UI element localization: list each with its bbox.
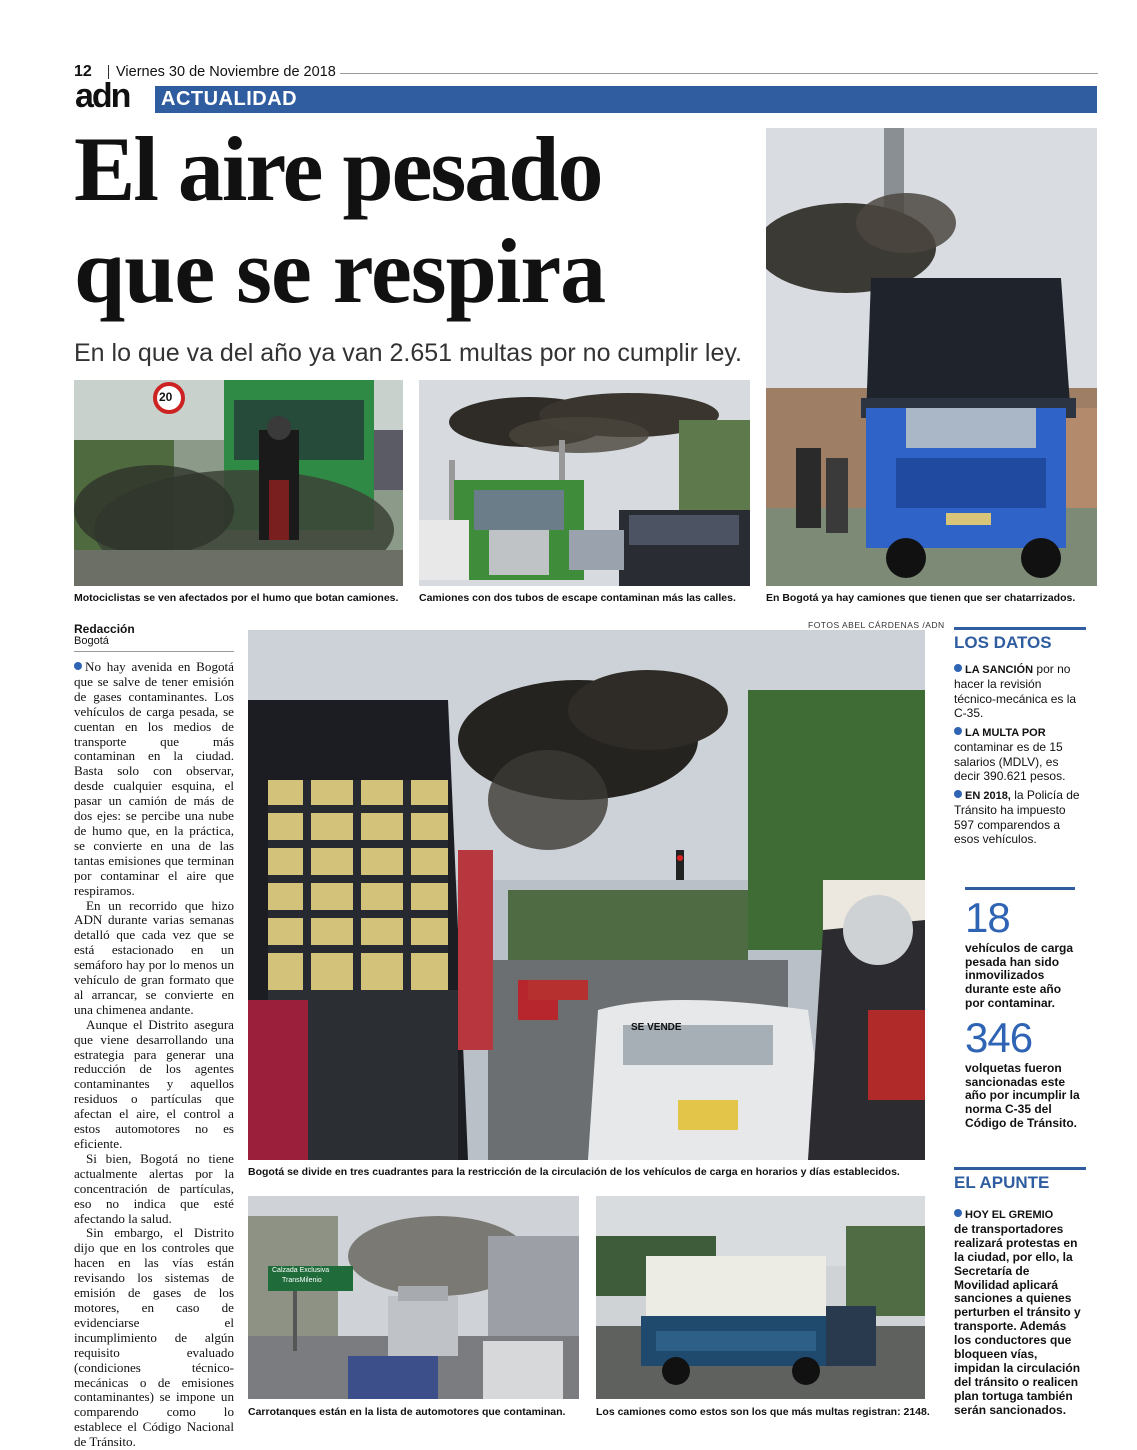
datos-item-1-text: por no hacer la revisión técnico-mecánica es la C-35. (954, 662, 1077, 720)
issue-date: Viernes 30 de Noviembre de 2018 (116, 64, 336, 80)
bullet-dot (954, 790, 962, 798)
photo-credit: FOTOS ABEL CÁRDENAS /ADN (808, 620, 945, 630)
article-paragraph-4: Si bien, Bogotá no tiene actualmente alertas por la concentración de partículas, eso no indica que esté afectando la salud. (74, 1150, 234, 1226)
datos-item-2-text: contaminar es de 15 salarios (MDLV), es decir 390.621 pesos. (954, 740, 1066, 783)
photo-main-traffic (248, 630, 925, 1160)
photo-tanker (248, 1196, 579, 1399)
datos-item-1-lead: LA SANCIÓN (965, 664, 1034, 676)
headline-line-2: que se respira (74, 220, 606, 322)
byline-rule (74, 651, 234, 652)
datos-title: LOS DATOS (954, 633, 1052, 652)
article-paragraph-3: Aunque el Distrito asegura que viene desarrollando una estrategia para generar una reducción de los agentes contaminantes y aquellos residuos o partículas que afectan el aire, el control a estos automotores no es eficiente. (74, 1016, 234, 1151)
article-paragraph-1-text: No hay avenida en Bogotá que se salve de tener emisión de gases contaminantes. Los vehículos de carga pesada, se cuentan en los medios de transporte que más contaminan en la ciudad. Basta solo con observar, desde cualquier esquina, el pasar un camión de más de dos ejes: se percibe una nube de humo que, en la práctica, se convierte en una de las tantas emisiones que terminan por contaminar el aire que respiramos. (74, 659, 234, 898)
caption-tanker: Carrotanques están en la lista de automotores que contaminan. (248, 1406, 566, 1418)
stats-rule (965, 887, 1075, 890)
article-body (74, 660, 234, 1450)
caption-main-traffic: Bogotá se divide en tres cuadrantes para la restricción de la circulación de los vehículos de carga en horarios y días establecidos. (248, 1166, 900, 1178)
photo-blue-truck (766, 128, 1097, 586)
apunte-rule (954, 1167, 1086, 1170)
apunte-lead: HOY EL GREMIO (965, 1209, 1054, 1221)
headline-line-1: El aire pesado (74, 118, 602, 220)
photo-cargo-truck (596, 1196, 925, 1399)
datos-item-2-lead: LA MULTA POR (965, 727, 1046, 739)
stat-18-number: 18 (965, 894, 1010, 941)
byline-author: Redacción (74, 622, 135, 636)
speed-sign-label: 20 (159, 390, 173, 404)
adn-logo: adn (75, 77, 130, 115)
page-number: 12 (74, 63, 92, 80)
apunte-title: EL APUNTE (954, 1173, 1050, 1192)
header-rule (340, 73, 1098, 74)
caption-motorcyclist: Motociclistas se ven afectados por el humo que botan camiones. (74, 592, 399, 604)
se-vende-sign: SE VENDE (631, 1022, 682, 1033)
article-paragraph-1 (74, 660, 234, 899)
section-band (155, 86, 1097, 113)
stat-346-text: volquetas fueron sancionadas este año por incumplir la norma C-35 del Código de Tránsito. (965, 1061, 1080, 1130)
photo-two-exhaust-truck (419, 380, 750, 586)
datos-item-3-lead: EN 2018, (965, 790, 1011, 802)
apunte-body (954, 1208, 1084, 1418)
bullet-dot (954, 1209, 962, 1217)
bullet-dot (74, 662, 82, 670)
caption-two-exhaust: Camiones con dos tubos de escape contaminan más las calles. (419, 592, 736, 604)
subtitle: En lo que va del año ya van 2.651 multas por no cumplir ley. (74, 339, 742, 367)
bullet-dot (954, 727, 962, 735)
byline-location: Bogotá (74, 635, 109, 647)
caption-cargo-truck: Los camiones como estos son los que más multas registran: 2148. (596, 1406, 930, 1418)
stat-18-text: vehículos de carga pesada han sido inmovilizados durante este año por contaminar. (965, 941, 1074, 1010)
section-label: ACTUALIDAD (161, 88, 298, 110)
article-paragraph-5: Sin embargo, el Distrito dijo que en los controles que hacen en las vías están revisando los sistemas de emisión de gases de los motores, en caso de evidenciarse el incumplimiento de algún requisito evaluado (condiciones técnico-mecánicas o de emisiones contaminantes) se impone un comparendo como lo establece el Código Nacional de Tránsito. (74, 1225, 234, 1450)
article-paragraph-2: En un recorrido que hizo ADN durante varias semanas detalló que cada vez que se está estacionado en un semáforo hay por lo menos un vehículo de gran formato que al arrancar, se convierte en una chimenea andante. (74, 897, 234, 1017)
caption-blue-truck: En Bogotá ya hay camiones que tienen que ser chatarrizados. (766, 592, 1076, 604)
datos-item-1 (954, 662, 1086, 720)
bullet-dot (954, 664, 962, 672)
photo-motorcyclist (74, 380, 403, 586)
datos-item-3 (954, 788, 1086, 846)
apunte-text: de transportadores realizará protestas en la ciudad, por ello, la Secretaría de Movilidad aplicará sanciones a quienes perturben el tránsito y transporte. Además los conductores que bloqueen vías, impidan la circulación del tránsito o realicen plan tortuga también serán sancionados. (954, 1221, 1081, 1417)
calzada-sign-line-1: Calzada Exclusiva (272, 1267, 330, 1274)
datos-item-2 (954, 725, 1086, 783)
datos-item-3-text: la Policía de Tránsito ha impuesto 597 comparendos a esos vehículos. (954, 788, 1080, 846)
calzada-sign-line-2: TransMilenio (282, 1277, 322, 1284)
datos-rule (954, 627, 1086, 630)
stat-346-number: 346 (965, 1014, 1033, 1061)
